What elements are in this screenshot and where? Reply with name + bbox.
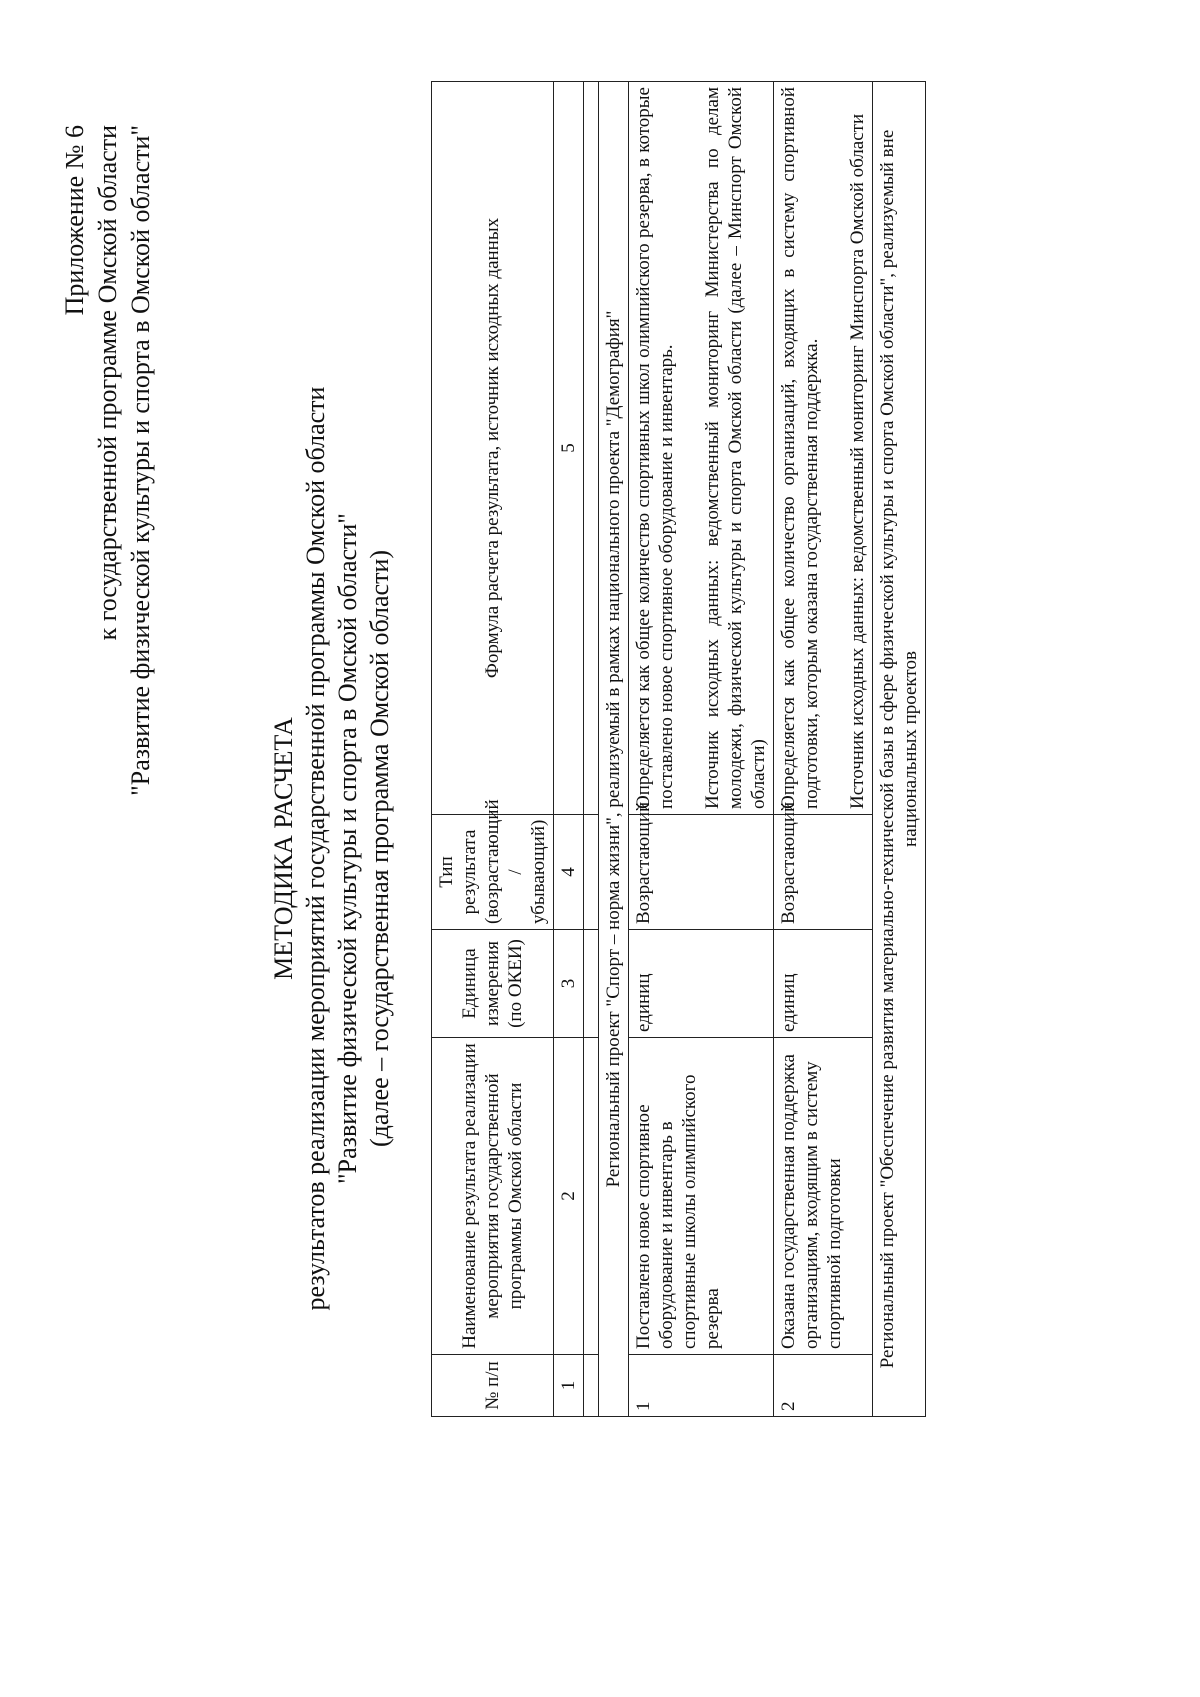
paragraph-gap [823, 87, 846, 809]
title-line-4: (далее – государственная программа Омской области) [365, 549, 394, 1148]
row-unit: единиц [629, 930, 774, 1038]
row-type: Возрастающий [629, 815, 774, 930]
spacer-cell [584, 815, 599, 930]
row-num: 1 [629, 1355, 774, 1417]
header-num: № п/п [432, 1355, 554, 1417]
spacer-cell [584, 82, 599, 815]
document-title [268, 0, 396, 1697]
row-name: Поставлено новое спортивное оборудование и инвентарь в спортивные школы олимпийского резерва [629, 1038, 774, 1355]
appendix-line-3: "Развитие физической культуры и спорта в Омской области" [126, 125, 155, 796]
appendix-header [58, 125, 157, 1025]
section-title-2: Региональный проект "Обеспечение развития материально-технической базы в сфере физической культуры и спорта Омской области", реализуемый вне национальных проектов [873, 82, 926, 1417]
methodology-table [431, 81, 926, 1417]
table-row [629, 82, 774, 1417]
title-line-1: МЕТОДИКА РАСЧЕТА [269, 717, 298, 980]
column-number: 5 [554, 82, 584, 815]
column-number: 3 [554, 930, 584, 1038]
column-number: 2 [554, 1038, 584, 1355]
column-number-row [554, 82, 584, 1417]
header-type: Тип результата (возрастающий / убывающий) [432, 815, 554, 930]
spacer-cell [584, 1355, 599, 1417]
header-name: Наименование результата реализации мероприятия государственной программы Омской области [432, 1038, 554, 1355]
column-number: 1 [554, 1355, 584, 1417]
section-title-1: Региональный проект "Спорт – норма жизни", реализуемый в рамках национального проекта "Демография" [599, 82, 629, 1417]
row-formula-cell [629, 82, 774, 815]
row-source: Источник исходных данных: ведомственный мониторинг Министерства по делам молодежи, физической культуры и спорта Омской области (далее – Минспорт Омской области) [702, 87, 769, 809]
title-line-3: "Развитие физической культуры и спорта в Омской области" [333, 513, 362, 1184]
row-type: Возрастающий [774, 815, 873, 930]
spacer-row [584, 82, 599, 1417]
section-row-1 [599, 82, 629, 1417]
row-unit: единиц [774, 930, 873, 1038]
title-line-2: результатов реализации мероприятий государственной программы Омской области [301, 386, 330, 1311]
row-name: Оказана государственная поддержка организациям, входящим в систему спортивной подготовки [774, 1038, 873, 1355]
appendix-line-1: Приложение № 6 [60, 125, 89, 316]
row-formula: Определяется как общее количество спортивных школ олимпийского резерва, в которые поставлено новое спортивное оборудование и инвентарь. [633, 87, 677, 809]
section-row-2 [873, 82, 926, 1417]
table-header-row [432, 82, 554, 1417]
header-formula: Формула расчета результата, источник исходных данных [432, 82, 554, 815]
spacer-cell [584, 1038, 599, 1355]
row-formula: Определяется как общее количество организаций, входящих в систему спортивной подготовки, которым оказана государственная поддержка. [778, 87, 822, 809]
spacer-cell [584, 930, 599, 1038]
column-number: 4 [554, 815, 584, 930]
appendix-line-2: к государственной программе Омской области [93, 125, 122, 641]
paragraph-gap [678, 87, 701, 809]
table-row [774, 82, 873, 1417]
row-formula-cell [774, 82, 873, 815]
row-source: Источник исходных данных: ведомственный мониторинг Минспорта Омской области [847, 113, 868, 809]
header-unit: Единица измерения (по ОКЕИ) [432, 930, 554, 1038]
row-num: 2 [774, 1355, 873, 1417]
